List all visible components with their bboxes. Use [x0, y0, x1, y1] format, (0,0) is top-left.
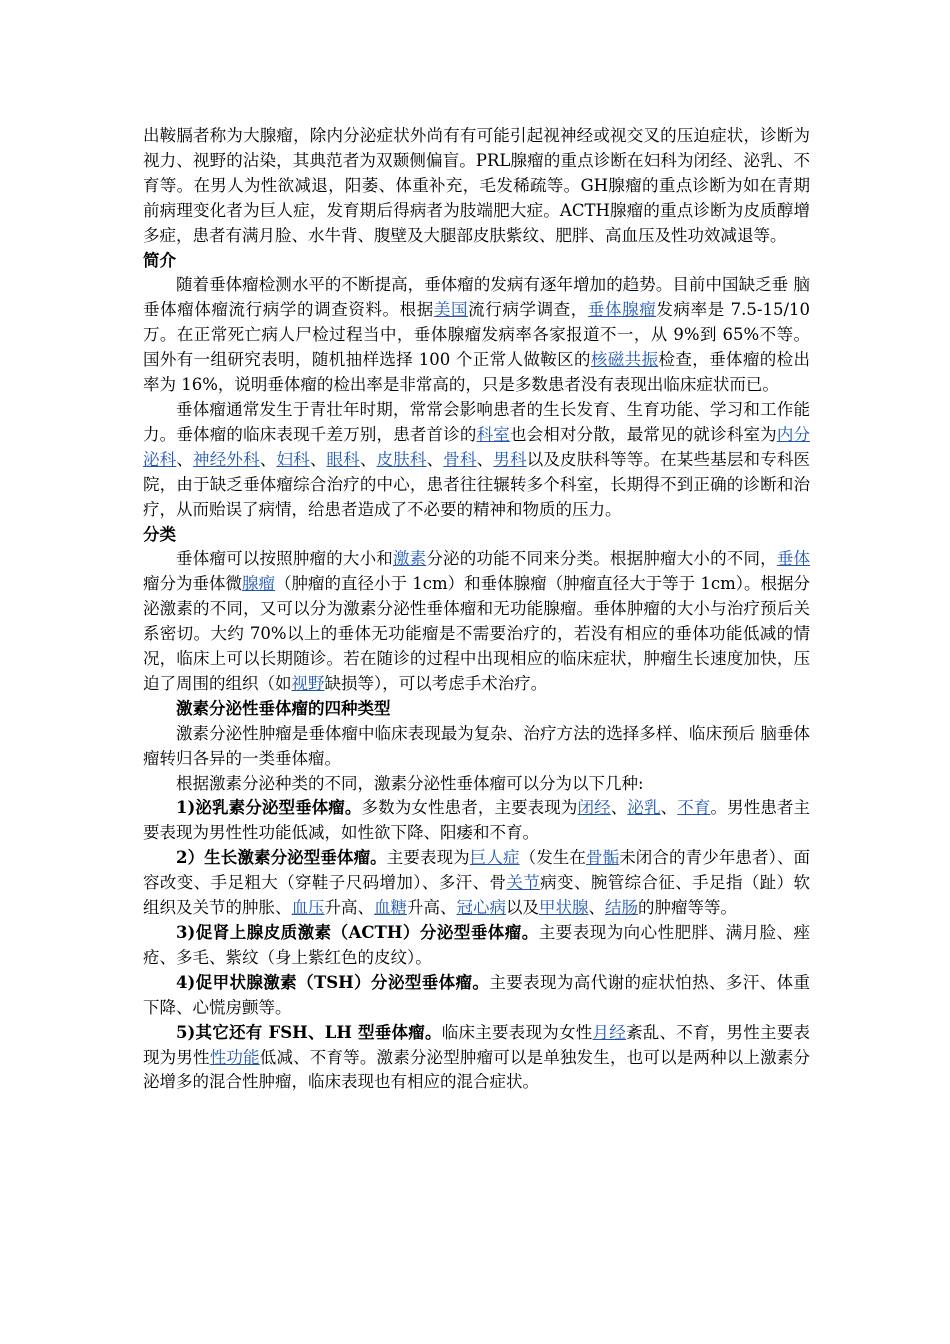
hyperlink[interactable]: 关节 [506, 873, 541, 893]
text-run: 、 [610, 798, 628, 818]
text-run: （发生在 [519, 848, 586, 868]
text-run: 主要表现为 [386, 848, 470, 868]
text-run: 发病率是 7.5-15/10 万。在正常死亡病人尸检过程当中，垂体腺瘤发病率各家报道不一，从 9%到 65%不等。国外有一组研究表明，随机抽样选择 100 个正常人做鞍区的 [143, 300, 811, 370]
bold-lead-text: 2）生长激素分泌型垂体瘤。 [176, 848, 387, 868]
text-run: 也会相对分散，最常见的就诊科室为 [509, 424, 777, 444]
text-run: 的肿瘤等等。 [638, 898, 737, 918]
text-run: 紊乱、不育，男性主要表现为男性 [143, 1022, 811, 1067]
jianjie-paragraph-1 [143, 273, 810, 398]
text-run: 主要表现为向心性肥胖、满月脸、痤疮、多毛、紫纹（身上紫红色的皮纹）。 [143, 923, 811, 967]
hyperlink[interactable]: 妇科 [276, 449, 310, 469]
text-run: 瘤分为垂体微 [143, 574, 242, 594]
intro-paragraph [143, 124, 810, 249]
text-run: 、 [309, 449, 327, 469]
bold-lead-text: 4)促甲状腺激素（TSH）分泌型垂体瘤。 [176, 972, 490, 992]
text-run: 升高、 [407, 898, 457, 918]
types-intro-paragraph [143, 722, 810, 772]
type-3-paragraph [143, 921, 810, 971]
hyperlink[interactable]: 眼科 [326, 449, 360, 469]
text-run: 、 [359, 449, 377, 469]
hyperlink[interactable]: 核磁共振 [590, 350, 659, 370]
bold-lead-text: 1)泌乳素分泌型垂体瘤。 [176, 798, 362, 818]
hyperlink[interactable]: 月经 [592, 1022, 627, 1042]
bold-lead-text: 5)其它还有 FSH、LH 型垂体瘤。 [176, 1022, 442, 1042]
text-run: 激素分泌性肿瘤是垂体瘤中临床表现最为复杂、治疗方法的选择多样、临床预后 脑垂体瘤转归各异的一类垂体瘤。 [143, 723, 810, 768]
text-run: 升高、 [324, 898, 374, 918]
text-run: 、 [588, 898, 605, 918]
text-run: （肿瘤的直径小于 1cm）和垂体腺瘤（肿瘤直径大于等于 1cm）。根据分泌激素的不同，又可以分为激素分泌性垂体瘤和无功能腺瘤。垂体肿瘤的大小与治疗预后关系密切。大约 70%以上的垂体无功能瘤是不需要治疗的，若没有相应的垂体功能低减的情况，临床上可以长期随诊。若在随诊的过程中出现相应的临床症状，肿瘤生长速度加快，压迫了周围的组织（如 [143, 574, 811, 693]
hyperlink[interactable]: 美国 [433, 300, 469, 320]
type-2-paragraph [143, 846, 810, 921]
hyperlink[interactable]: 垂体腺瘤 [587, 300, 657, 320]
hyperlink[interactable]: 骨科 [443, 449, 477, 469]
text-run: 未闭合的青少年患者）、面容改变、手足粗大（穿鞋子尺码增加）、多汗、骨 [143, 848, 811, 893]
text-run: 临床主要表现为女性 [441, 1022, 593, 1042]
hyperlink[interactable]: 冠心病 [456, 898, 506, 918]
type-1-paragraph [143, 796, 810, 846]
hyperlink[interactable]: 腺瘤 [242, 574, 275, 594]
text-run: 以及 [506, 898, 539, 918]
hyperlink[interactable]: 骨骺 [586, 848, 620, 868]
text-run: 出鞍膈者称为大腺瘤，除内分泌症状外尚有有可能引起视神经或视交叉的压迫症状，诊断为视力、视野的沾染，其典范者为双颞侧偏盲。PRL腺瘤的重点诊断在妇科为闭经、泌乳、不育等。在男人为性欲减退，阳萎、体重补充，毛发稀疏等。GH腺瘤的重点诊断为如在青期前病理变化者为巨人症，发育期后得病者为肢端肥大症。ACTH腺瘤的重点诊断为皮质醇增多症，患者有满月脸、水牛背、腹壁及大腿部皮肤紫纹、肥胖、高血压及性功效减退等。 [143, 126, 810, 245]
text-run: 、 [426, 449, 444, 469]
hyperlink[interactable]: 血压 [291, 898, 325, 918]
text-run: 多数为女性患者，主要表现为 [361, 798, 578, 818]
hyperlink[interactable]: 性功能 [209, 1047, 260, 1067]
hyperlink[interactable]: 闭经 [577, 798, 611, 818]
hyperlink[interactable]: 神经外科 [193, 449, 260, 469]
text-run: 、 [176, 449, 194, 469]
types-intro-paragraph-2 [143, 772, 810, 797]
text-run: 随着垂体瘤检测水平的不断提高，垂体瘤的发病有逐年增加的趋势。目前中国缺乏垂 脑垂体瘤体瘤流行病学的调查资料。根据 [143, 275, 810, 320]
text-run: 。男性患者主要表现为男性性功能低减，如性欲下降、阳痿和不育。 [143, 798, 811, 843]
bold-lead-text: 3)促肾上腺皮质激素（ACTH）分泌型垂体瘤。 [176, 923, 539, 942]
text-run: 低减、不育等。激素分泌型肿瘤可以是单独发生，也可以是两种以上激素分泌增多的混合性肿瘤，临床表现也有相应的混合症状。 [143, 1047, 811, 1092]
hyperlink[interactable]: 视野 [291, 673, 325, 693]
text-run: 分泌的功能不同来分类。根据肿瘤大小的不同， [426, 549, 777, 569]
hyperlink[interactable]: 不育 [677, 798, 711, 818]
document-page [143, 124, 810, 1095]
hyperlink[interactable]: 内分泌科 [143, 424, 811, 469]
fenlei-paragraph-1 [143, 547, 810, 696]
text-run: 垂体瘤可以按照肿瘤的大小和 [176, 549, 393, 569]
hyperlink[interactable]: 皮肤科 [376, 449, 427, 469]
section-heading-fenlei: 分类 [143, 524, 176, 544]
hyperlink[interactable]: 结肠 [605, 898, 638, 918]
text-run: 病变、腕管综合征、手足指（趾）软组织及关节的肿胀、 [143, 873, 811, 918]
subheading-four-types: 激素分泌性垂体瘤的四种类型 [176, 698, 391, 718]
text-run: 根据激素分泌种类的不同，激素分泌性垂体瘤可以分为以下几种: [176, 773, 644, 793]
text-run: 缺损等），可以考虑手术治疗。 [324, 673, 548, 693]
hyperlink[interactable]: 垂体 [776, 549, 811, 569]
hyperlink[interactable]: 泌乳 [627, 798, 661, 818]
text-run: 检查，垂体瘤的检出率为 16%，说明垂体瘤的检出率是非常高的，只是多数患者没有表现出临床症状而已。 [143, 350, 811, 395]
section-heading-jianjie: 简介 [143, 250, 176, 270]
jianjie-paragraph-2 [143, 398, 810, 523]
text-run: 、 [259, 449, 277, 469]
hyperlink[interactable]: 科室 [476, 424, 510, 444]
text-run: 主要表现为高代谢的症状怕热、多汗、体重下降、心慌房颤等。 [143, 972, 811, 1017]
type-4-paragraph [143, 971, 810, 1021]
hyperlink[interactable]: 甲状腺 [539, 898, 589, 918]
hyperlink[interactable]: 激素 [392, 549, 427, 569]
text-run: 、 [476, 449, 494, 469]
text-run: 以及皮肤科等等。在某些基层和专科医院，由于缺乏垂体瘤综合治疗的中心，患者往往辗转多个科室，长期得不到正确的诊断和治疗，从而贻误了病情，给患者造成了不必要的精神和物质的压力。 [143, 449, 811, 519]
type-5-paragraph [143, 1021, 810, 1096]
text-run: 、 [660, 798, 678, 818]
hyperlink[interactable]: 血糖 [374, 898, 407, 918]
text-run: 流行病学调查， [468, 300, 588, 320]
text-run: 垂体瘤通常发生于青壮年时期，常常会影响患者的生长发育、生育功能、学习和工作能力。垂体瘤的临床表现千差万别，患者首诊的 [143, 399, 810, 444]
hyperlink[interactable]: 男科 [493, 449, 527, 469]
hyperlink[interactable]: 巨人症 [469, 848, 520, 868]
